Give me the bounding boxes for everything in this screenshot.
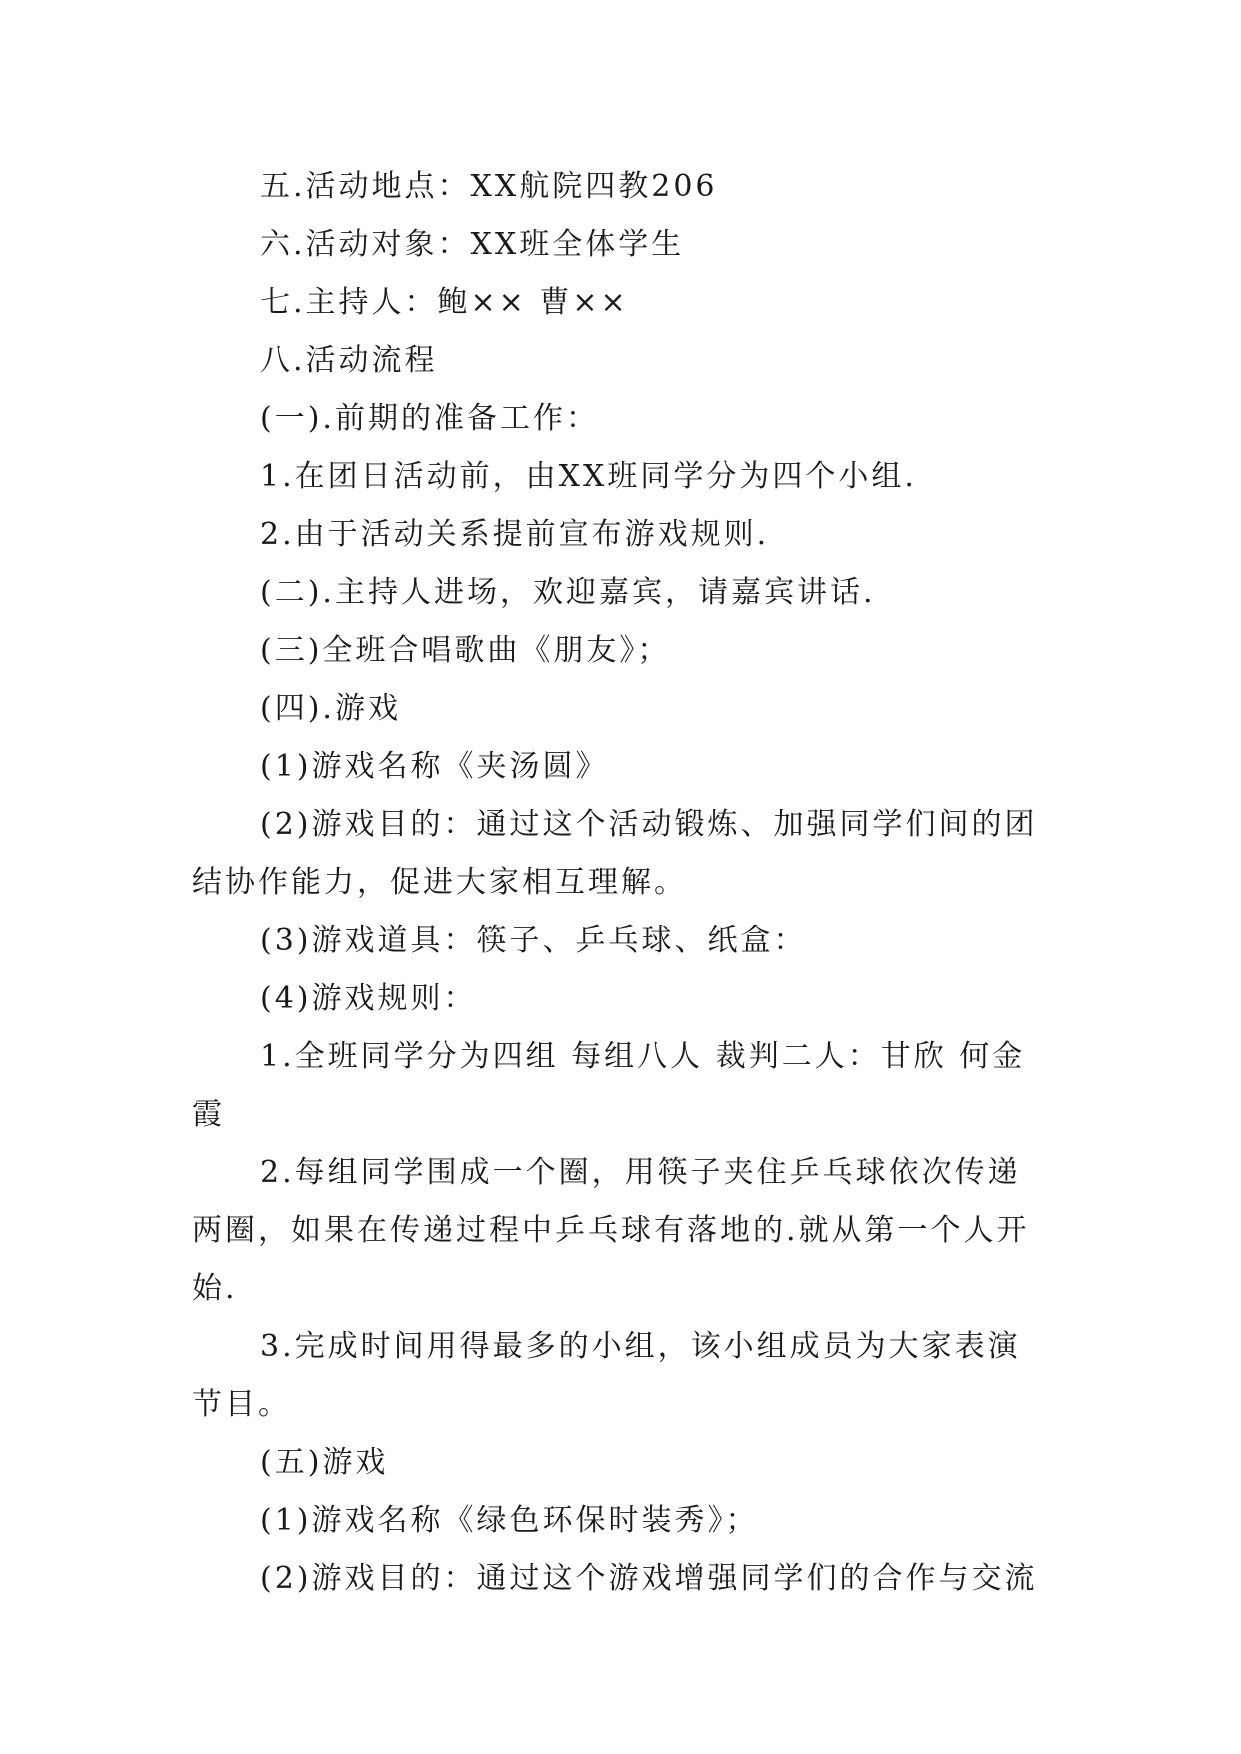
paragraph-game-4-name: (1)游戏名称《夹汤圆》 [260, 749, 609, 784]
paragraph-game-5-name: (1)游戏名称《绿色环保时装秀》； [260, 1503, 759, 1538]
paragraph-hosts: 七.主持人：鲍×× 曹×× [260, 285, 629, 320]
paragraph-preparation-item-2: 2.由于活动关系提前宣布游戏规则. [260, 517, 770, 552]
paragraph-game-5-heading: (五)游戏 [260, 1445, 389, 1480]
paragraph-activity-location: 五.活动地点：XX航院四教206 [260, 169, 718, 204]
document-body [192, 158, 1050, 1608]
paragraph-preparation-item-1: 1.在团日活动前，由XX班同学分为四个小组. [260, 459, 917, 494]
paragraph-activity-audience: 六.活动对象：XX班全体学生 [260, 227, 685, 262]
paragraph-preparation-heading: (一).前期的准备工作： [260, 401, 599, 436]
paragraph-game-4-heading: (四).游戏 [260, 691, 401, 726]
paragraph-game-4-rule-3: 3.完成时间用得最多的小组，该小组成员为大家表演节目。 [192, 1329, 1021, 1422]
paragraph-game-4-purpose: (2)游戏目的：通过这个活动锻炼、加强同学们间的团结协作能力，促进大家相互理解。 [192, 807, 1038, 900]
paragraph-game-4-rules-heading: (4)游戏规则： [260, 981, 477, 1016]
paragraph-game-4-rule-1: 1.全班同学分为四组 每组八人 裁判二人：甘欣 何金霞 [192, 1039, 1026, 1132]
paragraph-chorus: (三)全班合唱歌曲《朋友》； [260, 633, 671, 668]
paragraph-host-entrance: (二).主持人进场，欢迎嘉宾，请嘉宾讲话. [260, 575, 876, 610]
paragraph-activity-process-heading: 八.活动流程 [260, 343, 438, 378]
paragraph-game-4-rule-2: 2.每组同学围成一个圈，用筷子夹住乒乓球依次传递两圈，如果在传递过程中乒乓球有落地的.就从第一个人开始. [192, 1155, 1030, 1306]
paragraph-game-4-props: (3)游戏道具：筷子、乒乓球、纸盒： [260, 923, 807, 958]
paragraph-game-5-purpose: (2)游戏目的：通过这个游戏增强同学们的合作与交流 [260, 1561, 1038, 1596]
